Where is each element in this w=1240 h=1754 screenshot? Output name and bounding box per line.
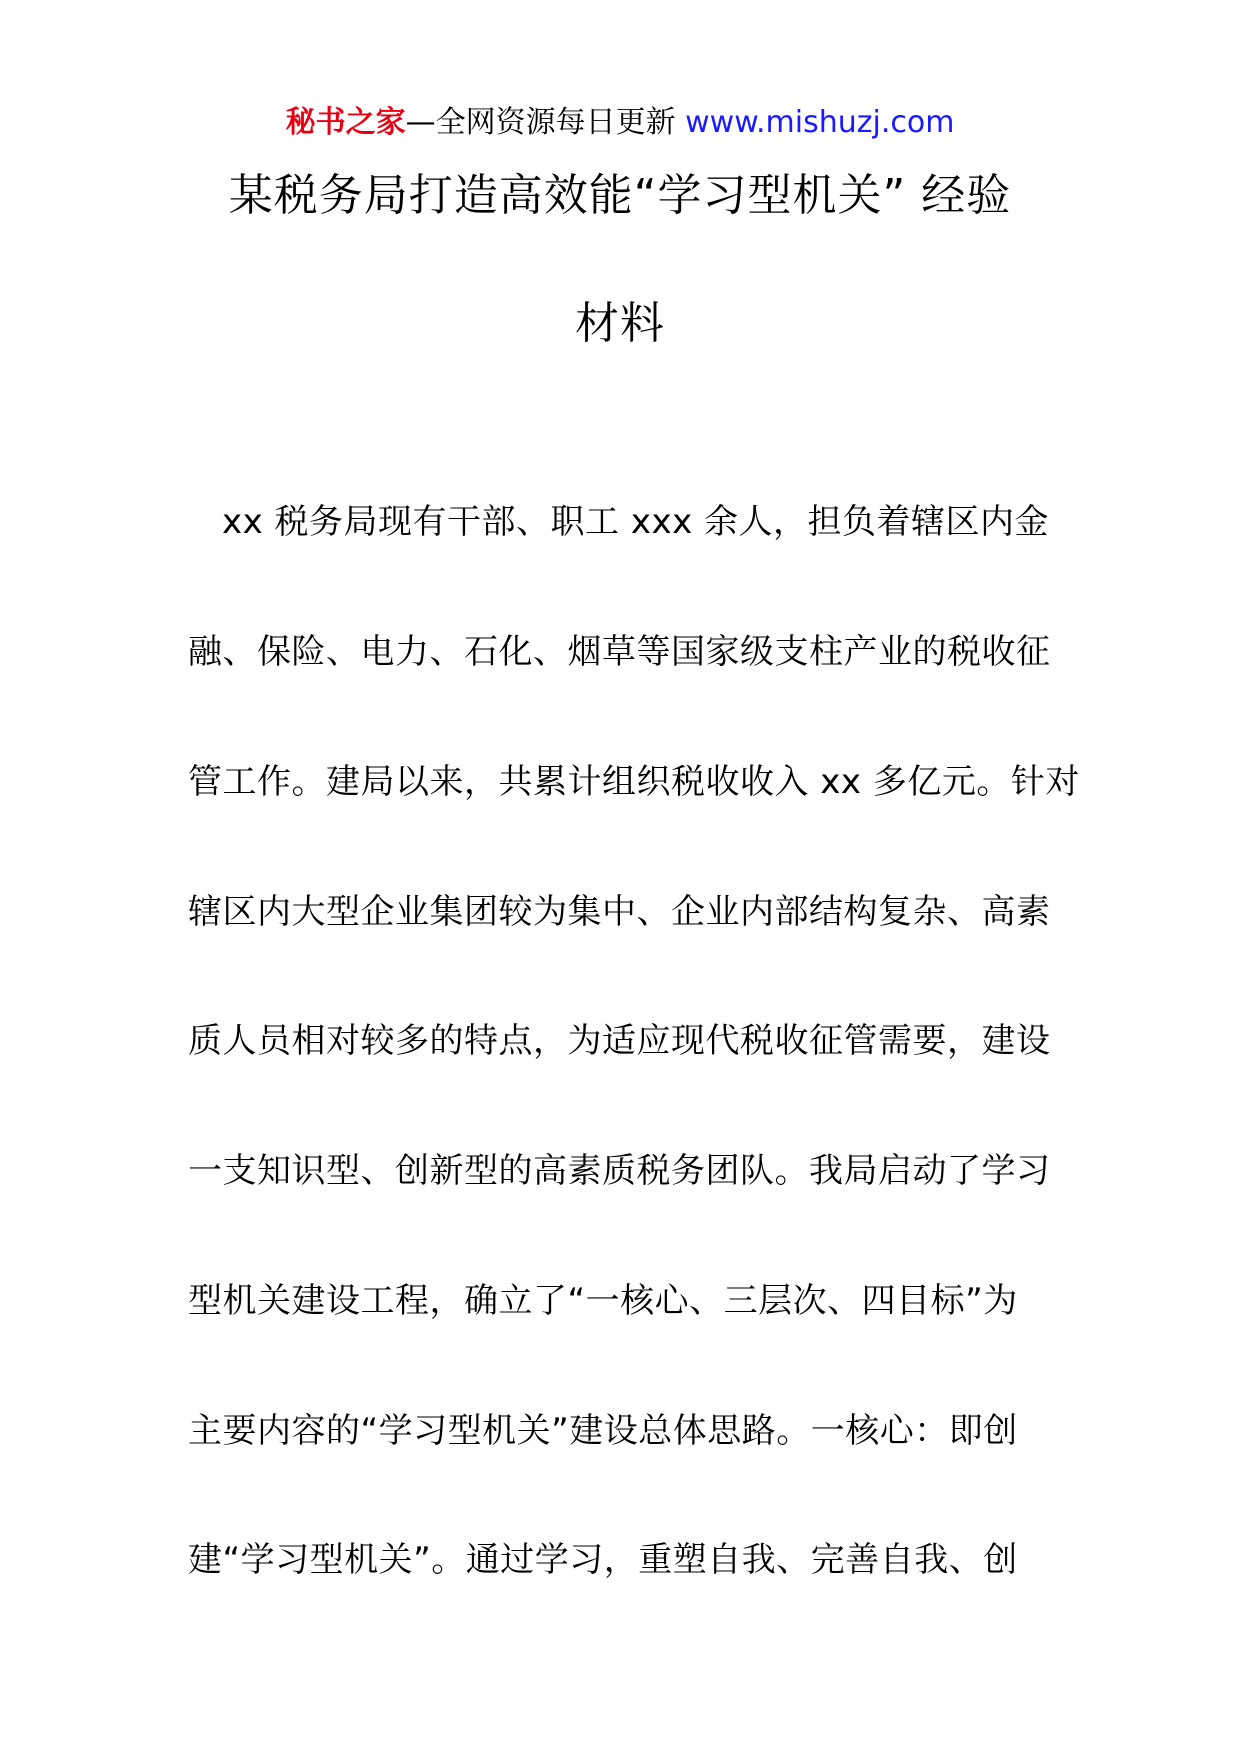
brand-name: 秘书之家 (285, 105, 406, 140)
body-line-6: 一支知识型、创新型的高素质税务团队。我局启动了学习 (188, 1151, 1051, 1191)
body-line-4: 辖区内大型企业集团较为集中、企业内部结构复杂、高素 (188, 892, 1051, 932)
body-line-3: 管工作。建局以来，共累计组织税收收入 xx 多亿元。针对 (188, 762, 1080, 802)
body-line-9: 建“学习型机关”。通过学习，重塑自我、完善自我、创 (188, 1540, 1018, 1580)
body-line-8: 主要内容的“学习型机关”建设总体思路。一核心：即创 (188, 1411, 1018, 1451)
header-slogan: —全网资源每日更新 (405, 105, 686, 140)
body-line-5: 质人员相对较多的特点，为适应现代税收征管需要，建设 (188, 1021, 1051, 1061)
source-header (0, 103, 1240, 143)
site-url: www.mishuzj.com (685, 105, 955, 140)
body-line-2: 融、保险、电力、石化、烟草等国家级支柱产业的税收征 (188, 632, 1051, 672)
body-line-1: xx 税务局现有干部、职工 xxx 余人，担负着辖区内金 (222, 502, 1050, 542)
document-title-line-1: 某税务局打造高效能“学习型机关” 经验 (228, 170, 1012, 221)
document-title-line-2: 材料 (575, 298, 665, 349)
body-line-7: 型机关建设工程，确立了“一核心、三层次、四目标”为 (188, 1281, 1018, 1321)
